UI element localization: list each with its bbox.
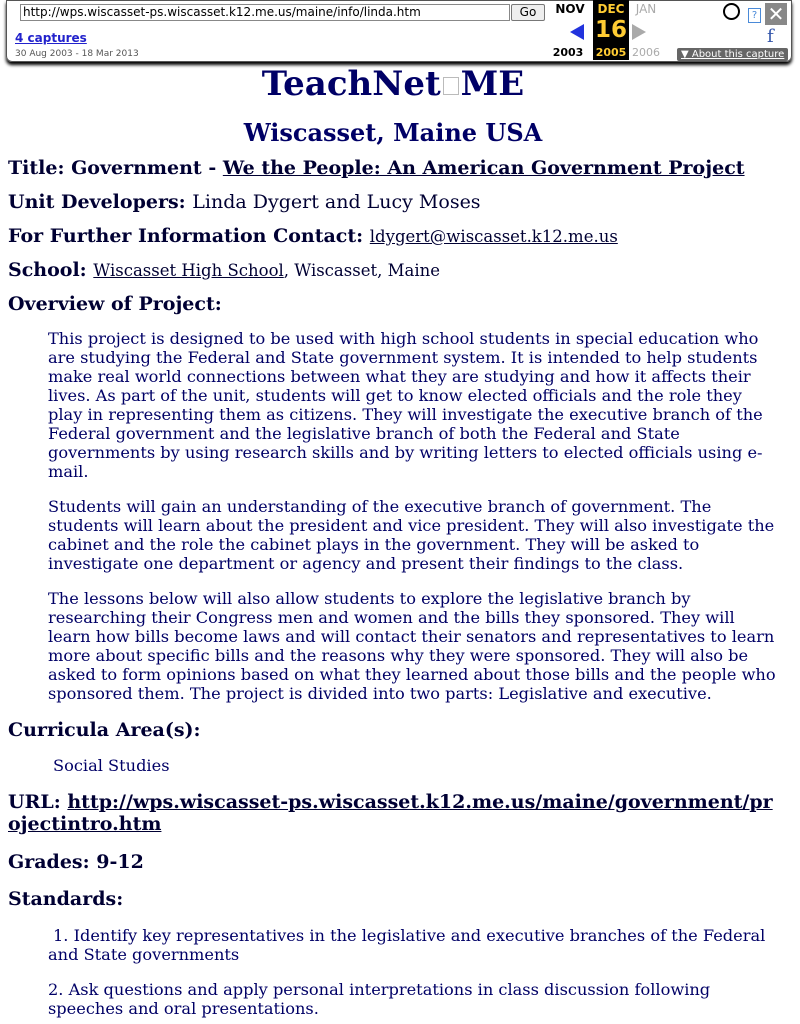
brand-right: ME bbox=[460, 64, 525, 104]
overview-heading: Overview of Project: bbox=[8, 293, 222, 315]
project-url-link[interactable]: http://wps.wiscasset-ps.wiscasset.k12.me.us/maine/government/projectintro.htm bbox=[8, 791, 773, 835]
school-label: School: bbox=[8, 259, 94, 281]
title-link[interactable]: We the People: An American Government Project bbox=[222, 157, 745, 179]
brand-left: TeachNet bbox=[261, 64, 441, 104]
curricula-value: Social Studies bbox=[53, 756, 170, 775]
developers-value: Linda Dygert and Lucy Moses bbox=[192, 191, 481, 213]
capture-day: 16 bbox=[594, 17, 627, 43]
wayback-toolbar bbox=[6, 0, 792, 62]
next-capture-arrow-icon bbox=[632, 24, 646, 40]
loading-circle-icon bbox=[723, 3, 740, 20]
standard-1-text: 1. Identify key representatives in the legislative and executive branches of the Federal and State governments bbox=[48, 926, 766, 964]
prev-capture-arrow-icon[interactable] bbox=[570, 24, 584, 40]
grades-heading: Grades: 9-12 bbox=[8, 851, 144, 873]
overview-paragraph-2: Students will gain an understanding of the executive branch of government. The students will learn about the president and vice president. They will also investigate the cabinet and the role the cabinet plays in the government. They will be asked to investigate one department or agency and present their findings to the class. bbox=[48, 497, 775, 573]
standard-2: 2. Ask questions and apply personal interpretations in class discussion following speeches and oral presentations. bbox=[48, 980, 711, 1018]
school-link[interactable]: Wiscasset High School bbox=[93, 261, 284, 280]
help-icon[interactable]: ? bbox=[748, 8, 761, 23]
next-year-label: 2006 bbox=[632, 46, 660, 59]
standard-1 bbox=[48, 926, 778, 964]
prev-year-label[interactable]: 2003 bbox=[552, 46, 584, 59]
developers-label: Unit Developers: bbox=[8, 191, 193, 213]
overview-paragraph-3: The lessons below will also allow students to explore the legislative branch by researching their Congress men and women and the bills they sponsored. They will learn how bills become laws and will contact their senators and representatives to learn more about specific bills and the reasons why they were sponsored. They will also be asked to form opinions based on what they learned about those bills and the people who sponsored them. The project is divided into two parts: Legislative and executive. bbox=[48, 589, 776, 703]
wayback-go-button[interactable]: Go bbox=[511, 4, 545, 21]
captures-link[interactable]: 4 captures bbox=[15, 31, 87, 45]
page-content bbox=[8, 62, 778, 1018]
current-month-label: DEC bbox=[593, 0, 629, 60]
url-line bbox=[8, 791, 778, 835]
next-month-label: JAN bbox=[635, 2, 657, 16]
url-label: URL: bbox=[8, 791, 68, 813]
contact-email-link[interactable]: ldygert@wiscasset.k12.me.us bbox=[369, 227, 618, 246]
close-icon[interactable]: ✕ bbox=[765, 3, 787, 25]
about-capture-button[interactable]: ▼ About this capture bbox=[677, 48, 788, 61]
contact-label: For Further Information Contact: bbox=[8, 225, 370, 247]
developers-line bbox=[8, 191, 778, 213]
facebook-icon[interactable]: f bbox=[767, 26, 774, 47]
school-location: , Wiscasset, Maine bbox=[283, 261, 440, 280]
brand-title bbox=[8, 64, 778, 104]
prev-month-label[interactable]: NOV bbox=[555, 2, 585, 16]
standards-heading: Standards: bbox=[8, 888, 124, 910]
curricula-heading: Curricula Area(s): bbox=[8, 719, 201, 741]
broken-image-icon bbox=[443, 77, 459, 95]
contact-line bbox=[8, 225, 778, 247]
location-heading: Wiscasset, Maine USA bbox=[243, 118, 543, 147]
title-line bbox=[8, 157, 778, 179]
overview-paragraph-1: This project is designed to be used with high school students in special education who are studying the Federal and State government system. It is intended to help students make real world connections between what they are studying and how it affects their lives. As part of the unit, students will get to know elected officials and the role they play in representing them as citizens. They will investigate the executive branch of the Federal government and the legislative branch of both the Federal and State governments by using research skills and by writing letters to elected officials using e-mail. bbox=[48, 329, 763, 481]
school-line bbox=[8, 259, 778, 281]
title-label: Title: Government - bbox=[8, 157, 223, 179]
current-year-label: 2005 bbox=[595, 46, 627, 59]
capture-range: 30 Aug 2003 - 18 Mar 2013 bbox=[15, 49, 139, 59]
wayback-url-input[interactable]: http://wps.wiscasset-ps.wiscasset.k12.me.us/maine/info/linda.htm bbox=[20, 4, 510, 21]
